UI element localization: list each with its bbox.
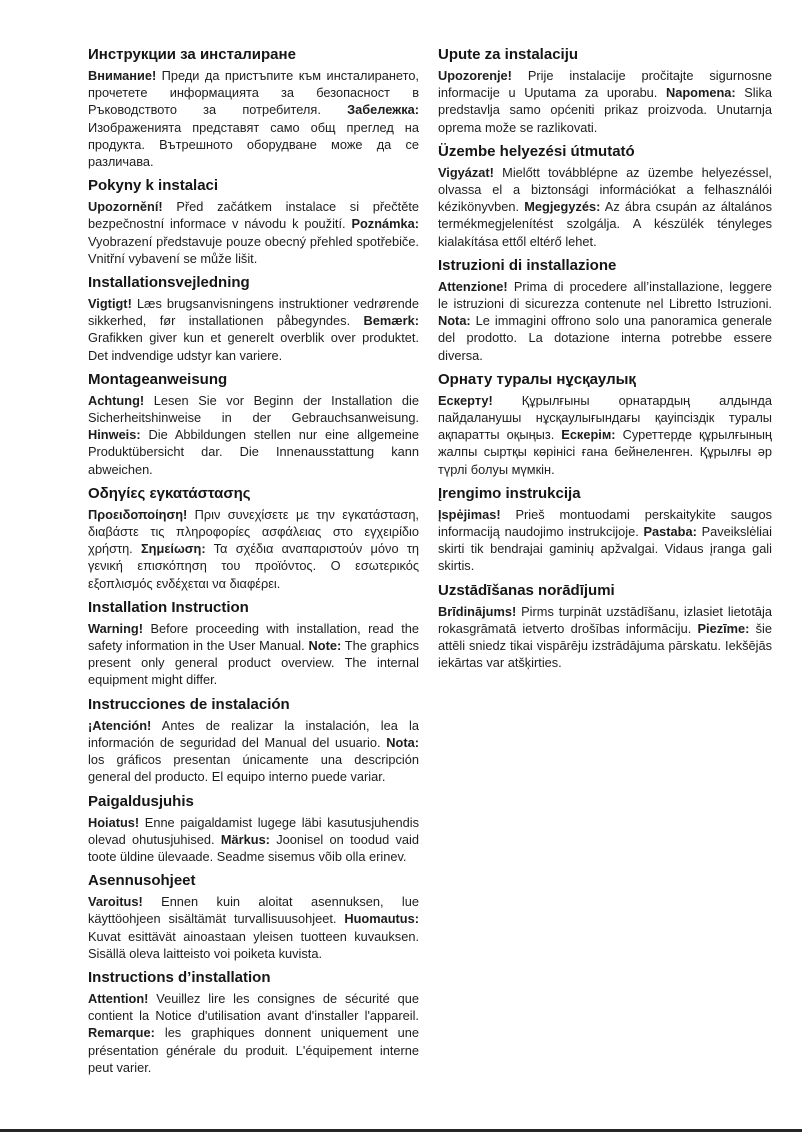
lead-word: Varoitus! — [88, 894, 143, 910]
section-heading: Инструкции за инсталиране — [88, 46, 296, 63]
section-heading: Paigaldusjuhis — [88, 792, 194, 810]
body-text: Die Abbildungen stellen nur eine allgemeine Produktübersicht dar. Die Innenausstattung kann abweichen. — [88, 427, 419, 477]
lead-word: Nota: — [438, 313, 471, 329]
section-paragraph — [438, 603, 772, 672]
body-text: los gráficos presentan únicamente una descripción general del producto. El equipo interno puede variar. — [88, 752, 419, 785]
lead-word: ¡Atención! — [88, 717, 152, 733]
body-text: Prije instalacije pročitajte sigurnosne informacije u Uputama za uporabu. — [438, 68, 772, 101]
lead-word: Vigtigt! — [88, 296, 132, 312]
body-text: les graphiques donnent uniquement une présentation générale du produit. L'équipement interne peut varier. — [88, 1025, 419, 1075]
section-heading: Οδηγίες εγκατάστασης — [88, 484, 251, 502]
lead-word: Προειδοποίηση! — [88, 506, 188, 522]
body-text: Před začátkem instalace si přečtěte bezpečnostní informace v návodu k použití. — [88, 199, 419, 232]
section-paragraph — [88, 198, 419, 267]
body-text: Πριν συνεχίσετε με την εγκατάσταση, διαβάστε τις πληροφορίες ασφάλειας στο εγχειρίδιο χρήστη. — [88, 506, 419, 557]
lead-word: Hoiatus! — [88, 814, 140, 830]
section-paragraph — [88, 717, 419, 786]
section-paragraph — [438, 164, 772, 250]
lead-word: Märkus: — [220, 831, 270, 847]
lead-word: Внимание! — [88, 68, 157, 83]
body-text: Mielőtt továbblépne az üzembe helyezéssel, olvassa el a biztonsági információkat a felhasználói kézikönyvben. — [438, 164, 772, 215]
body-text: Kuvat esittävät ainoastaan yleisen tuotteen kuvauksen. Sisällä oleva laitteisto voi poiketa kuvista. — [88, 928, 419, 961]
section-paragraph — [88, 990, 419, 1076]
lead-word: Ескерім: — [561, 427, 616, 443]
section-heading: Įrengimo instrukcija — [438, 484, 581, 502]
body-text: Изображенията представят само общ преглед на продукта. Вътрешното оборудване може да се различава. — [88, 119, 419, 170]
body-text: Pirms turpināt uzstādīšanu, izlasiet lietotāja rokasgrāmatā ietverto drošības informāciju. — [438, 603, 772, 636]
body-text: Paveikslėliai skirti tik bendrajai gaminių apžvalgai. Vidaus įranga gali skirtis. — [438, 524, 772, 574]
lead-word: Brīdinājums! — [438, 603, 517, 619]
section-heading: Pokyny k instalaci — [88, 177, 219, 195]
section-paragraph — [88, 392, 419, 478]
body-text: Prieš montuodami perskaitykite saugos informaciją naudojimo instrukcijoje. — [438, 506, 772, 540]
section-heading: Орнату туралы нұсқаулық — [438, 370, 636, 388]
body-text: Le immagini offrono solo una panoramica generale del prodotto. La dotazione interna potrebbe essere diversa. — [438, 313, 772, 363]
lead-word: Attention! — [88, 990, 149, 1006]
lead-word: Pastaba: — [643, 524, 697, 540]
lead-word: Bemærk: — [363, 313, 419, 329]
lead-word: Įspėjimas! — [438, 506, 501, 522]
lead-word: Ескерту! — [438, 392, 493, 408]
body-text: šie attēli sniedz tikai vispārēju izstrādājuma pārskatu. Iekšējās iekārtas var atšķirties. — [438, 620, 772, 671]
body-text: The graphics present only general product overview. The internal equipment might differ. — [88, 638, 419, 688]
body-text: Slika predstavlja samo općeniti prikaz proizvoda. Unutarnja oprema može se razlikovati. — [438, 85, 772, 135]
lead-word: Забележка: — [347, 102, 419, 118]
body-text: Vyobrazení představuje pouze obecný přehled spotřebiče. Vnitřní vybavení se může lišit. — [88, 233, 419, 266]
lead-word: Huomautus: — [344, 911, 419, 927]
lead-word: Achtung! — [88, 392, 145, 408]
lead-word: Warning! — [88, 620, 143, 636]
lead-word: Remarque: — [88, 1025, 155, 1041]
section-paragraph — [88, 506, 419, 592]
column-right — [438, 46, 772, 1079]
lead-word: Σημείωση: — [141, 541, 206, 557]
lead-word: Hinweis: — [88, 427, 141, 443]
body-text: Lesen Sie vor Beginn der Installation die Sicherheitshinweise in der Gebrauchsanweisung. — [88, 392, 419, 426]
section-heading: Installation Instruction — [88, 598, 249, 616]
section-heading: Istruzioni di installazione — [438, 256, 617, 274]
lead-word: Upozornění! — [88, 199, 163, 215]
lead-word: Note: — [308, 638, 342, 654]
body-text: Құрылғыны орнатардың алдында пайдаланушы нұсқаулығындағы қауіпсіздік туралы ақпаратты оқыңыз. — [438, 392, 772, 443]
section-paragraph — [438, 278, 772, 364]
body-text: Læs brugsanvisningens instruktioner vedrørende sikkerhed, før installationen påbegyndes. — [88, 296, 419, 329]
section-paragraph — [438, 67, 772, 136]
body-text: Before proceeding with installation, read the safety information in the User Manual. — [88, 620, 419, 654]
section-paragraph — [88, 814, 419, 866]
section-heading: Uzstādīšanas norādījumi — [438, 581, 615, 599]
page-bottom-border — [0, 1129, 802, 1132]
lead-word: Poznámka: — [351, 216, 419, 232]
body-text: Grafikken giver kun et generelt overblik over produktet. Det indvendige udstyr kan variere. — [88, 330, 419, 363]
body-text: Antes de realizar la instalación, lea la información de seguridad del Manual del usuario. — [88, 717, 419, 750]
lead-word: Piezīme: — [697, 620, 750, 636]
section-heading: Instructions d’installation — [88, 968, 271, 986]
section-heading: Upute za instalaciju — [438, 46, 579, 63]
section-paragraph — [88, 67, 419, 170]
lead-word: Attenzione! — [438, 278, 508, 294]
lead-word: Nota: — [386, 734, 419, 750]
body-text: Veuillez lire les consignes de sécurité que contient la Notice d'utilisation avant d'installer l'appareil. — [88, 990, 419, 1024]
section-paragraph — [88, 893, 419, 962]
body-text: Joonisel on toodud vaid toote üldine ülevaade. Seadme sisemus võib olla erinev. — [88, 831, 419, 864]
section-paragraph — [438, 506, 772, 575]
body-text: Ennen kuin aloitat asennuksen, lue käyttöohjeen sisältämät turvallisuusohjeet. — [88, 894, 419, 927]
body-text: Τα σχέδια αναπαριστούν μόνο τη γενική επισκόπηση του προϊόντος. Ο εσωτερικός εξοπλισμός ενδέχεται να διαφέρει. — [88, 541, 419, 591]
body-text: Суреттерде құрылғының жалпы сыртқы көрінісі ғана бейнеленген. Құрылғы әр түрлі болуы мүмкін. — [438, 427, 772, 477]
section-heading: Instrucciones de instalación — [88, 695, 290, 713]
section-paragraph — [88, 295, 419, 364]
lead-word: Megjegyzés: — [524, 199, 601, 215]
section-heading: Asennusohjeet — [88, 872, 196, 890]
lead-word: Upozorenje! — [438, 68, 512, 83]
lead-word: Vigyázat! — [438, 164, 494, 180]
body-text: Az ábra csupán az általános termékmegjelenítést szolgálja. A készülék tényleges kialakítása ettől eltérő lehet. — [438, 199, 772, 249]
section-heading: Üzembe helyezési útmutató — [438, 142, 635, 160]
section-heading: Montageanweisung — [88, 370, 228, 388]
section-heading: Installationsvejledning — [88, 274, 250, 292]
body-text: Prima di procedere all’installazione, leggere le istruzioni di sicurezza contenute nel Libretto Istruzioni. — [438, 278, 772, 312]
column-left — [88, 46, 419, 1079]
body-text: Enne paigaldamist lugege läbi kasutusjuhendis olevad ohutusjuhised. — [88, 814, 419, 847]
body-text: Преди да пристъпите към инсталирането, прочетете информацията за безопасност в Ръководството за потребителя. — [88, 68, 419, 118]
lead-word: Napomena: — [665, 85, 736, 101]
section-paragraph — [88, 620, 419, 689]
section-paragraph — [438, 392, 772, 478]
